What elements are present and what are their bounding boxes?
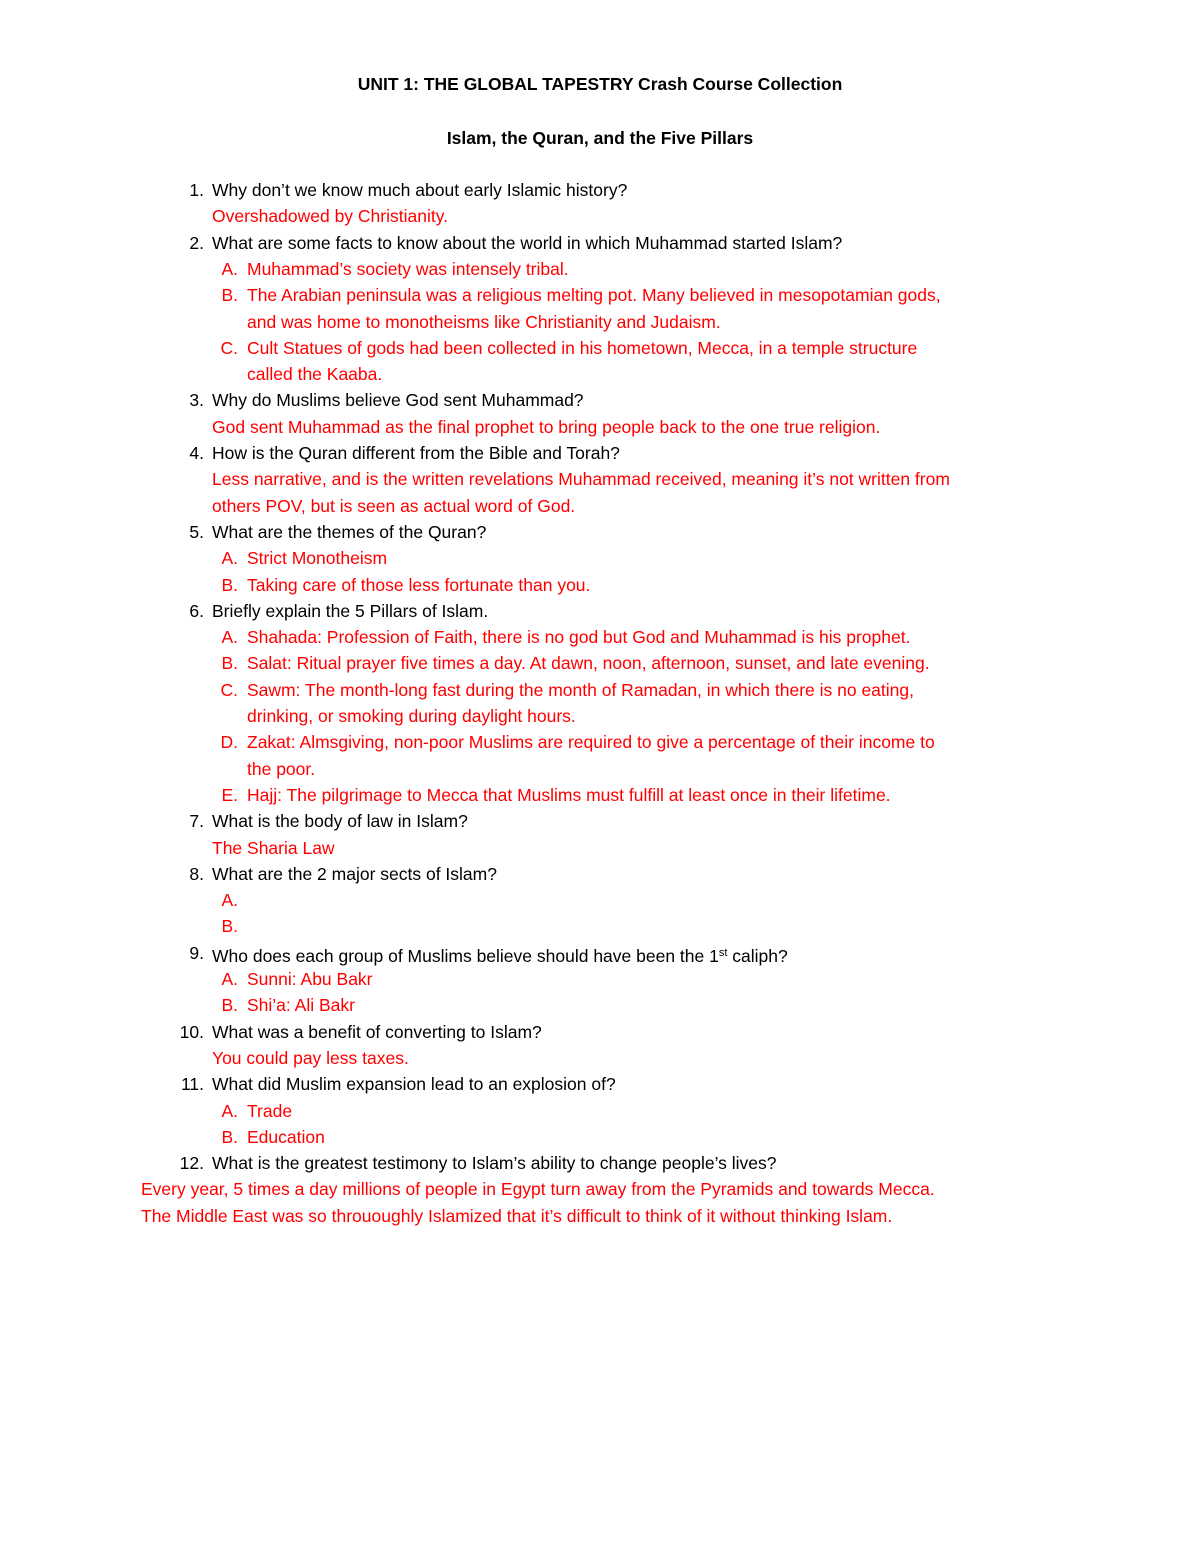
answer-text: Overshadowed by Christianity. bbox=[212, 206, 449, 227]
answer-letter: A. bbox=[221, 627, 238, 648]
question-number: 10. bbox=[179, 1021, 204, 1042]
question-number: 5. bbox=[189, 521, 204, 542]
answer-letter: A. bbox=[221, 890, 238, 911]
answer-letter: C. bbox=[220, 337, 238, 358]
answer-text: Hajj: The pilgrimage to Mecca that Muslims must fulfill at least once in their lifetime. bbox=[247, 784, 891, 805]
question-text: What is the greatest testimony to Islam’s ability to change people’s lives? bbox=[212, 1153, 777, 1174]
question-text: Why do Muslims believe God sent Muhammad? bbox=[212, 390, 584, 411]
question-text: Briefly explain the 5 Pillars of Islam. bbox=[212, 600, 489, 621]
answer-letter: B. bbox=[221, 1126, 238, 1147]
question-text: What did Muslim expansion lead to an explosion of? bbox=[212, 1074, 616, 1095]
answer-text: You could pay less taxes. bbox=[212, 1047, 409, 1068]
answer-text: God sent Muhammad as the final prophet to bring people back to the one true religion. bbox=[212, 416, 881, 437]
answer-text: Zakat: Almsgiving, non-poor Muslims are required to give a percentage of their income to bbox=[247, 732, 935, 753]
question-number: 9. bbox=[189, 942, 204, 963]
question-text: What are some facts to know about the world in which Muhammad started Islam? bbox=[212, 232, 843, 253]
question-number: 8. bbox=[189, 863, 204, 884]
answer-text: Cult Statues of gods had been collected in his hometown, Mecca, in a temple structure bbox=[247, 337, 918, 358]
question-number: 4. bbox=[189, 443, 204, 463]
answer-text: The Sharia Law bbox=[212, 837, 335, 858]
answer-letter: B. bbox=[221, 995, 238, 1016]
question-number: 3. bbox=[189, 390, 204, 411]
answer-text: and was home to monotheisms like Christianity and Judaism. bbox=[247, 311, 721, 332]
question-number: 7. bbox=[189, 811, 204, 832]
question-number: 12. bbox=[179, 1153, 204, 1174]
question-number: 11. bbox=[180, 1074, 204, 1095]
answer-text: called the Kaaba. bbox=[247, 364, 383, 385]
answer-text: drinking, or smoking during daylight hours. bbox=[247, 706, 576, 726]
answer-letter: E. bbox=[221, 784, 238, 805]
question-text bbox=[212, 940, 788, 969]
answer-text: The Arabian peninsula was a religious melting pot. Many believed in mesopotamian gods, bbox=[247, 285, 941, 306]
answer-text: Strict Monotheism bbox=[247, 548, 388, 569]
document-subtitle: Islam, the Quran, and the Five Pillars bbox=[446, 128, 754, 148]
question-text: What is the body of law in Islam? bbox=[212, 811, 468, 832]
question-text: What are the 2 major sects of Islam? bbox=[212, 863, 497, 884]
answer-letter: D. bbox=[220, 732, 238, 753]
answer-text: Trade bbox=[247, 1100, 293, 1121]
answer-text: Education bbox=[247, 1126, 325, 1147]
ordinal-superscript: st bbox=[718, 946, 728, 959]
answer-letter: A. bbox=[221, 258, 238, 279]
answer-text: Taking care of those less fortunate than you. bbox=[247, 574, 591, 595]
question-number: 2. bbox=[189, 232, 204, 253]
answer-letter: A. bbox=[221, 969, 238, 989]
question-text-part: caliph? bbox=[727, 945, 788, 966]
answer-letter: B. bbox=[221, 574, 238, 595]
answer-text: Less narrative, and is the written revelations Muhammad received, meaning it’s not written from bbox=[212, 469, 950, 490]
question-text: How is the Quran different from the Bible and Torah? bbox=[212, 443, 620, 463]
question-text: Why don’t we know much about early Islamic history? bbox=[212, 180, 628, 200]
answer-text: others POV, but is seen as actual word of God. bbox=[212, 495, 576, 516]
question-text: What are the themes of the Quran? bbox=[212, 521, 487, 542]
answer-text: Muhammad’s society was intensely tribal. bbox=[247, 258, 569, 279]
answer-text: Sawm: The month-long fast during the month of Ramadan, in which there is no eating, bbox=[247, 679, 914, 700]
closing-answer-text: Every year, 5 times a day millions of people in Egypt turn away from the Pyramids and towards Mecca. bbox=[141, 1179, 935, 1200]
answer-letter: B. bbox=[221, 653, 238, 674]
closing-answer-text: The Middle East was so thrououghly Islamized that it’s difficult to think of it without thinking Islam. bbox=[141, 1205, 893, 1226]
document-title: UNIT 1: THE GLOBAL TAPESTRY Crash Course Collection bbox=[357, 74, 843, 94]
answer-letter: A. bbox=[221, 1100, 238, 1121]
answer-text: the poor. bbox=[247, 758, 316, 779]
answer-letter: C. bbox=[220, 679, 238, 700]
question-number: 6. bbox=[189, 600, 204, 621]
answer-text: Shahada: Profession of Faith, there is no god but God and Muhammad is his prophet. bbox=[247, 627, 911, 648]
answer-letter: A. bbox=[221, 548, 238, 569]
answer-letter: B. bbox=[221, 916, 238, 937]
question-text: What was a benefit of converting to Islam? bbox=[212, 1021, 542, 1042]
answer-text: Salat: Ritual prayer five times a day. At dawn, noon, afternoon, sunset, and late evening. bbox=[247, 653, 930, 674]
question-number: 1. bbox=[189, 180, 204, 200]
question-text-part: Who does each group of Muslims believe should have been the 1 bbox=[212, 945, 719, 966]
answer-letter: B. bbox=[221, 285, 238, 306]
answer-text: Shi’a: Ali Bakr bbox=[247, 995, 355, 1016]
answer-text: Sunni: Abu Bakr bbox=[247, 969, 373, 989]
